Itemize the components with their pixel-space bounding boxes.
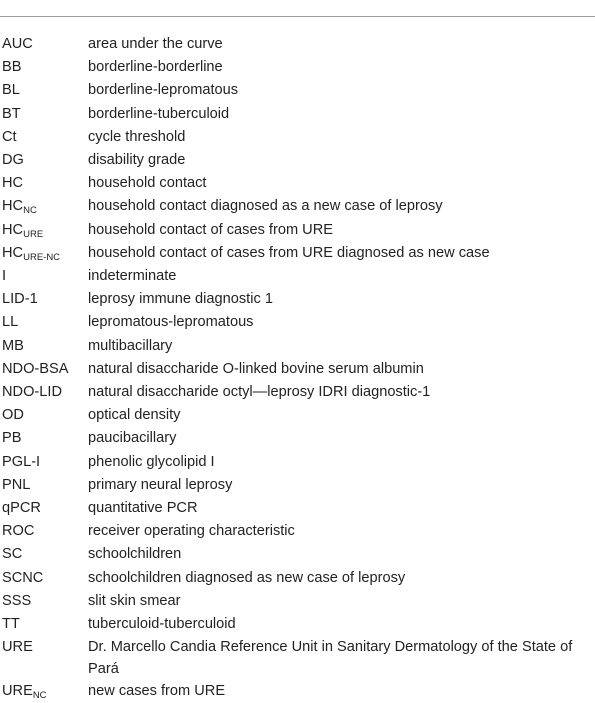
abbreviation-term	[2, 427, 88, 450]
abbreviation-definition: lepromatous-lepromatous	[88, 314, 254, 331]
term-text: NDO-BSA	[2, 360, 69, 377]
abbreviation-term	[2, 265, 88, 288]
abbreviation-definition: household contact	[88, 175, 207, 192]
table-row	[2, 613, 587, 636]
abbreviation-definition: phenolic glycolipid I	[88, 453, 215, 470]
abbreviation-term	[2, 79, 88, 102]
term-text: PGL-I	[2, 453, 41, 470]
term-text: Ct	[2, 128, 17, 145]
abbreviation-term	[2, 474, 88, 497]
abbreviation-definition: disability grade	[88, 152, 186, 169]
abbreviation-term	[2, 613, 88, 636]
abbreviations-list	[2, 33, 587, 703]
term-text: OD	[2, 407, 24, 424]
abbreviation-term	[2, 103, 88, 126]
abbreviation-definition: area under the curve	[88, 36, 223, 52]
table-row	[2, 497, 587, 520]
abbreviation-term	[2, 680, 88, 703]
abbreviation-term	[2, 126, 88, 149]
abbreviation-definition: new cases from URE	[88, 683, 226, 700]
abbreviation-definition: household contact diagnosed as a new case of leprosy	[88, 198, 443, 215]
abbreviation-definition: cycle threshold	[88, 128, 186, 145]
abbreviation-definition: schoolchildren	[88, 546, 182, 563]
table-row	[2, 358, 587, 381]
term-text: SSS	[2, 592, 32, 609]
abbreviation-term	[2, 567, 88, 590]
table-row	[2, 636, 587, 680]
abbreviation-term	[2, 56, 88, 79]
abbreviation-definition: household contact of cases from URE	[88, 221, 333, 238]
table-row	[2, 381, 587, 404]
table-row	[2, 219, 587, 242]
term-text: NDO-LID	[2, 384, 62, 401]
term-text: HC	[2, 244, 24, 261]
term-subscript: URE-NC	[23, 251, 61, 263]
table-row	[2, 335, 587, 358]
table-row	[2, 311, 587, 334]
abbreviation-definition: tuberculoid-tuberculoid	[88, 616, 236, 633]
table-row	[2, 242, 587, 265]
abbreviation-definition: natural disaccharide octyl—leprosy IDRI diagnostic-1	[88, 384, 431, 401]
abbreviation-definition: borderline-tuberculoid	[88, 105, 230, 122]
table-row	[2, 103, 587, 126]
term-text: AUC	[2, 36, 33, 52]
term-text: I	[2, 268, 7, 285]
term-subscript: NC	[23, 205, 37, 217]
abbreviations-table	[2, 33, 587, 703]
abbreviation-term	[2, 404, 88, 427]
table-row	[2, 567, 587, 590]
abbreviation-term	[2, 33, 88, 56]
table-row	[2, 56, 587, 79]
table-row	[2, 451, 587, 474]
table-row	[2, 195, 587, 218]
abbreviation-term	[2, 311, 88, 334]
table-row	[2, 543, 587, 566]
abbreviation-term	[2, 497, 88, 520]
table-row	[2, 520, 587, 543]
abbreviation-term	[2, 149, 88, 172]
table-row	[2, 79, 587, 102]
abbreviation-definition: Dr. Marcello Candia Reference Unit in Sanitary Dermatology of the State of Pará	[88, 639, 573, 677]
table-row	[2, 265, 587, 288]
abbreviation-term	[2, 219, 88, 242]
term-text: BT	[2, 105, 21, 122]
table-row	[2, 404, 587, 427]
table-row	[2, 680, 587, 703]
table-row	[2, 149, 587, 172]
term-text: SCNC	[2, 569, 44, 586]
abbreviation-definition: primary neural leprosy	[88, 476, 233, 493]
term-text: SC	[2, 546, 23, 563]
top-rule	[0, 16, 595, 17]
abbreviation-definition: indeterminate	[88, 268, 177, 285]
abbreviation-definition: optical density	[88, 407, 181, 424]
term-text: HC	[2, 198, 24, 215]
abbreviation-definition: multibacillary	[88, 337, 173, 354]
abbreviation-term	[2, 172, 88, 195]
term-text: MB	[2, 337, 24, 354]
term-text: DG	[2, 152, 24, 169]
abbreviation-definition: borderline-lepromatous	[88, 82, 239, 99]
term-text: PNL	[2, 476, 31, 493]
abbreviation-term	[2, 636, 88, 680]
table-row	[2, 33, 587, 56]
table-row	[2, 427, 587, 450]
term-subscript: URE	[23, 228, 44, 240]
table-row	[2, 172, 587, 195]
abbreviation-term	[2, 335, 88, 358]
abbreviation-definition: leprosy immune diagnostic 1	[88, 291, 273, 308]
abbreviation-term	[2, 358, 88, 381]
term-text: BL	[2, 82, 20, 99]
abbreviation-definition: schoolchildren diagnosed as new case of leprosy	[88, 569, 406, 586]
table-row	[2, 288, 587, 311]
term-text: BB	[2, 59, 22, 76]
abbreviation-definition: receiver operating characteristic	[88, 523, 295, 540]
term-text: TT	[2, 616, 20, 633]
abbreviation-term	[2, 195, 88, 218]
table-row	[2, 474, 587, 497]
table-row	[2, 590, 587, 613]
term-text: URE	[2, 683, 33, 700]
abbreviation-definition: borderline-borderline	[88, 59, 223, 76]
abbreviation-term	[2, 242, 88, 265]
abbreviation-term	[2, 543, 88, 566]
term-text: PB	[2, 430, 22, 447]
term-text: LL	[2, 314, 19, 331]
abbreviation-definition: quantitative PCR	[88, 500, 198, 517]
abbreviation-term	[2, 451, 88, 474]
abbreviation-definition: household contact of cases from URE diagnosed as new case	[88, 244, 490, 261]
abbreviation-definition: paucibacillary	[88, 430, 177, 447]
term-subscript: NC	[32, 690, 47, 702]
abbreviation-term	[2, 520, 88, 543]
abbreviation-definition: natural disaccharide O-linked bovine serum albumin	[88, 360, 424, 377]
term-text: LID-1	[2, 291, 38, 308]
term-text: HC	[2, 221, 24, 238]
abbreviation-term	[2, 288, 88, 311]
term-text: HC	[2, 175, 24, 192]
abbreviation-term	[2, 381, 88, 404]
abbreviation-definition: slit skin smear	[88, 592, 181, 609]
term-text: URE	[2, 639, 33, 656]
term-text: qPCR	[2, 500, 41, 517]
table-row	[2, 126, 587, 149]
term-text: ROC	[2, 523, 35, 540]
abbreviation-term	[2, 590, 88, 613]
